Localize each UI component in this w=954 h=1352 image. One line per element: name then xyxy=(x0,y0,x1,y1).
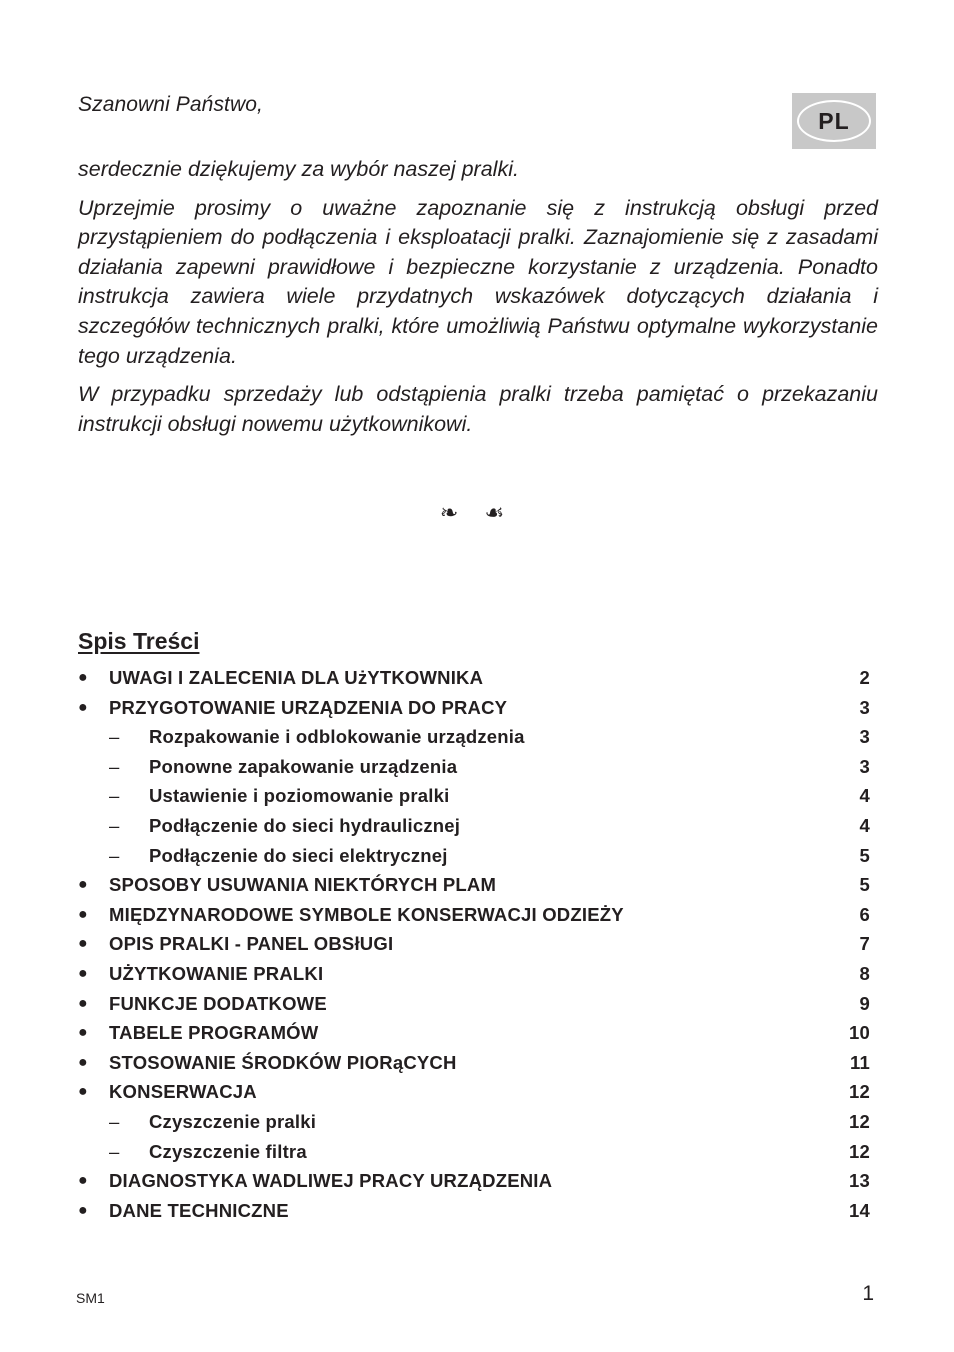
bullet-icon: ● xyxy=(78,876,88,894)
toc-entry-page: 4 xyxy=(859,785,870,807)
toc-entry-label: DIAGNOSTYKA WADLIWEJ PRACY URZĄDZENIA xyxy=(109,1170,553,1192)
toc-entry-label: UWAGI I ZALECENIA DLA UżYTKOWNIKA xyxy=(109,667,484,688)
toc-entry-page: 5 xyxy=(859,844,870,866)
toc-title: Spis Treści xyxy=(78,628,200,654)
toc-entry-page: 3 xyxy=(859,696,870,718)
toc-entry-page: 4 xyxy=(859,814,870,836)
toc-entry xyxy=(78,1196,870,1226)
language-badge-oval xyxy=(797,100,871,142)
toc-entry-label: MIĘDZYNARODOWE SYMBOLE KONSERWACJI ODZIEŻY xyxy=(109,903,624,925)
toc-entry-label: UŻYTKOWANIE PRALKI xyxy=(109,962,324,984)
toc-entry-page: 12 xyxy=(849,1081,870,1103)
toc-entry xyxy=(78,1166,870,1196)
toc-entry-label: DANE TECHNICZNE xyxy=(109,1199,289,1221)
toc-entry-page: 13 xyxy=(849,1170,870,1192)
toc-entry xyxy=(78,841,870,871)
toc-entry-page: 2 xyxy=(859,667,870,688)
dash-marker: – xyxy=(109,1110,120,1132)
greeting: Szanowni Państwo, xyxy=(78,93,263,116)
bullet-icon: ● xyxy=(78,1024,88,1042)
toc-entry xyxy=(78,663,870,693)
toc-entry-label: FUNKCJE DODATKOWE xyxy=(109,992,327,1014)
bullet-icon: ● xyxy=(78,1172,88,1190)
dash-marker: – xyxy=(109,726,120,748)
bullet-icon: ● xyxy=(78,669,88,686)
toc-entry-page: 12 xyxy=(849,1140,870,1162)
toc-entry-label: Czyszczenie pralki xyxy=(149,1110,317,1132)
intro-paragraph-3: W przypadku sprzedaży lub odstąpienia pralki trzeba pamiętać o przekazaniu instrukcji obsługi nowemu użytkownikowi. xyxy=(78,382,878,436)
bullet-icon: ● xyxy=(78,994,88,1012)
dash-marker: – xyxy=(109,785,120,807)
toc-entry-page: 3 xyxy=(859,755,870,777)
toc-entry-label: KONSERWACJA xyxy=(109,1081,257,1103)
toc-entry xyxy=(78,1048,870,1078)
toc-entry xyxy=(78,781,870,811)
toc-entry-label: SPOSOBY USUWANIA NIEKTÓRYCH PLAM xyxy=(109,874,497,896)
toc-entry-label: Podłączenie do sieci elektrycznej xyxy=(149,844,448,866)
toc-entry-page: 6 xyxy=(859,903,870,925)
toc-entry-label: Ponowne zapakowanie urządzenia xyxy=(149,755,458,777)
table-of-contents xyxy=(78,663,870,1225)
toc-entry xyxy=(78,900,870,930)
dash-marker: – xyxy=(109,844,120,866)
toc-entry-page: 10 xyxy=(849,1022,870,1044)
document-code: SM1 xyxy=(76,1290,105,1306)
toc-entry-page: 7 xyxy=(859,933,870,955)
toc-entry xyxy=(78,929,870,959)
toc-entry-label: PRZYGOTOWANIE URZĄDZENIA DO PRACY xyxy=(109,696,508,718)
toc-entry xyxy=(78,811,870,841)
bullet-icon: ● xyxy=(78,1201,88,1219)
toc-entry-label: TABELE PROGRAMÓW xyxy=(109,1022,319,1044)
toc-entry-label: Rozpakowanie i odblokowanie urządzenia xyxy=(149,726,525,748)
toc-entry xyxy=(78,1018,870,1048)
toc-entry xyxy=(78,722,870,752)
intro-text xyxy=(78,155,878,448)
toc-entry-label: Ustawienie i poziomowanie pralki xyxy=(149,785,450,807)
toc-entry xyxy=(78,959,870,989)
page-number: 1 xyxy=(862,1282,874,1305)
toc-entry-page: 9 xyxy=(859,992,870,1014)
toc-entry xyxy=(78,870,870,900)
toc-entry xyxy=(78,693,870,723)
dash-marker: – xyxy=(109,1140,120,1162)
bullet-icon: ● xyxy=(78,935,88,953)
bullet-icon: ● xyxy=(78,905,88,923)
toc-entry xyxy=(78,1107,870,1137)
toc-entry xyxy=(78,989,870,1019)
bullet-icon: ● xyxy=(78,1083,88,1101)
toc-entry-page: 8 xyxy=(859,962,870,984)
toc-entry-label: Podłączenie do sieci hydraulicznej xyxy=(149,814,461,836)
toc-entry-page: 11 xyxy=(850,1051,870,1073)
language-badge xyxy=(792,93,876,149)
toc-entry xyxy=(78,1077,870,1107)
toc-entry-page: 3 xyxy=(859,726,870,748)
bullet-icon: ● xyxy=(78,1053,88,1071)
toc-entry-page: 5 xyxy=(859,874,870,896)
toc-entry-page: 12 xyxy=(849,1110,870,1132)
toc-entry xyxy=(78,752,870,782)
intro-paragraph-1: serdecznie dziękujemy za wybór naszej pralki. xyxy=(78,157,519,181)
toc-entry-page: 14 xyxy=(849,1199,870,1221)
dash-marker: – xyxy=(109,814,120,836)
toc-entry-label: STOSOWANIE ŚRODKÓW PIORąCYCH xyxy=(109,1051,457,1073)
bullet-icon: ● xyxy=(78,964,88,982)
toc-entry xyxy=(78,1137,870,1167)
toc-entry-label: OPIS PRALKI - PANEL OBSłUGI xyxy=(109,933,394,955)
bullet-icon: ● xyxy=(78,698,88,716)
ornament-divider-icon: ❧ ☙ xyxy=(439,500,515,525)
dash-marker: – xyxy=(109,755,120,777)
toc-entry-label: Czyszczenie filtra xyxy=(149,1140,307,1162)
intro-paragraph-2: Uprzejmie prosimy o uważne zapoznanie się z instrukcją obsługi przed przystąpieniem do podłączenia i eksploatacji pralki. Zaznajomienie się z zasadami działania zapewni prawidłowe i bezpieczne korzystanie z urządzenia. Ponadto instrukcja zawiera wiele przydatnych wskazówek dotyczących działania i szczegółów technicznych pralki, które umożliwią Państwu optymalne wykorzystanie tego urządzenia. xyxy=(78,195,878,368)
language-code: PL xyxy=(818,107,850,134)
